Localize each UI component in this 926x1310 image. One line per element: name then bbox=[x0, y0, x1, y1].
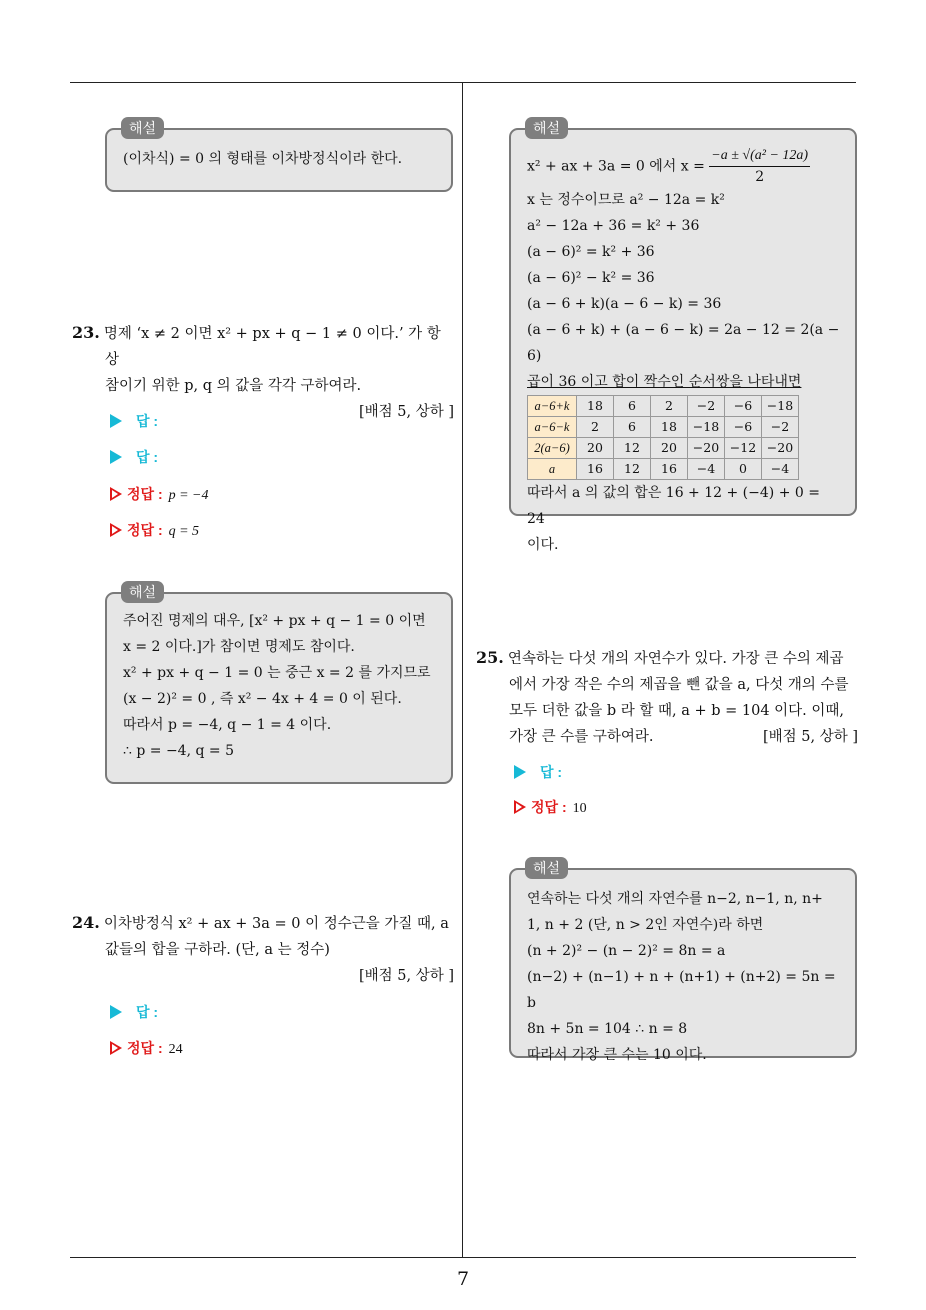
formula-head: x² + ax + 3a = 0 에서 x = bbox=[527, 158, 705, 175]
answer-label: 답 : bbox=[136, 1004, 159, 1020]
table-cell: 20 bbox=[577, 438, 614, 459]
correct-value: 24 bbox=[168, 1042, 183, 1057]
question-number: 24. bbox=[72, 913, 100, 932]
table-cell: 16 bbox=[651, 459, 688, 480]
table-row bbox=[528, 417, 799, 438]
solution-formula bbox=[527, 146, 841, 187]
table-cell: −2 bbox=[688, 396, 725, 417]
solution-tag: 해설 bbox=[121, 117, 164, 139]
question-24 bbox=[72, 910, 454, 989]
table-cell: −4 bbox=[688, 459, 725, 480]
solution-tag: 해설 bbox=[121, 581, 164, 603]
solution-line: 1, n + 2 (단, n > 2인 자연수)라 하면 bbox=[527, 917, 764, 933]
solution-line: (a − 6)² − k² = 36 bbox=[527, 270, 655, 286]
solution-line: 8n + 5n = 104 ∴ n = 8 bbox=[527, 1021, 688, 1037]
correct-label: 정답 : bbox=[127, 522, 163, 538]
solution-line: x² + px + q − 1 = 0 는 중근 x = 2 를 가지므로 bbox=[123, 665, 431, 681]
solution-line: (x − 2)² = 0 , 즉 x² − 4x + 4 = 0 이 된다. bbox=[123, 691, 402, 707]
bottom-rule bbox=[70, 1257, 856, 1258]
outline-play-icon bbox=[110, 523, 122, 537]
table-cell: −6 bbox=[725, 417, 762, 438]
question-text: 연속하는 다섯 개의 자연수가 있다. 가장 큰 수의 제곱 bbox=[507, 651, 844, 667]
table-row bbox=[528, 459, 799, 480]
question-number: 23. bbox=[72, 323, 100, 342]
question-text-4-row bbox=[476, 724, 858, 750]
score-label: [배점 5, 상하 ] bbox=[358, 968, 454, 984]
score-label: [배점 5, 상하 ] bbox=[358, 404, 454, 420]
answer-slot[interactable] bbox=[110, 1002, 158, 1022]
table-cell: 12 bbox=[614, 459, 651, 480]
correct-value: q = 5 bbox=[168, 524, 200, 539]
solution-line: 연속하는 다섯 개의 자연수를 n−2, n−1, n, n+ bbox=[527, 891, 823, 907]
solution-line: 따라서 가장 큰 수는 10 이다. bbox=[527, 1047, 707, 1063]
outline-play-icon bbox=[110, 1041, 122, 1055]
play-icon bbox=[110, 414, 122, 428]
solution-box-23 bbox=[105, 584, 453, 784]
answer-slot[interactable] bbox=[514, 762, 562, 782]
page-number: 7 bbox=[456, 1268, 470, 1290]
table-row-header: a bbox=[528, 459, 577, 480]
answer-slot-1[interactable] bbox=[110, 411, 158, 431]
solution-line: 곱이 36 이고 합이 짝수인 순서쌍을 나타내면 bbox=[527, 374, 802, 390]
solution-tag: 해설 bbox=[525, 857, 568, 879]
table-row-header: a−6+k bbox=[528, 396, 577, 417]
solution-line: 따라서 a 의 값의 합은 16 + 12 + (−4) + 0 = 24 bbox=[527, 485, 820, 527]
correct-answer bbox=[514, 797, 587, 817]
fraction bbox=[709, 146, 810, 187]
question-text-2: 에서 가장 작은 수의 제곱을 뺀 값을 a, 다섯 개의 수를 bbox=[509, 677, 849, 693]
top-rule bbox=[70, 82, 856, 83]
solution-line: (a − 6 + k)(a − 6 − k) = 36 bbox=[527, 296, 722, 312]
table-cell: 20 bbox=[651, 438, 688, 459]
score-label: [배점 5, 상하 ] bbox=[762, 729, 858, 745]
play-icon bbox=[110, 450, 122, 464]
table-row bbox=[528, 438, 799, 459]
solution-line: 이다. bbox=[527, 537, 559, 553]
play-icon bbox=[514, 765, 526, 779]
solution-line: 따라서 p = −4, q − 1 = 4 이다. bbox=[123, 717, 332, 733]
answer-slot-2[interactable] bbox=[110, 447, 158, 467]
solution-box-25 bbox=[509, 860, 857, 1063]
question-text: 명제 ‘x ≠ 2 이면 x² + px + q − 1 ≠ 0 이다.’ 가 항상 bbox=[103, 326, 441, 368]
table-cell: −2 bbox=[762, 417, 799, 438]
table-row-header: 2(a−6) bbox=[528, 438, 577, 459]
correct-label: 정답 : bbox=[531, 799, 567, 815]
fraction-denominator: 2 bbox=[755, 169, 765, 185]
answer-label: 답 : bbox=[540, 764, 563, 780]
solution-box-22 bbox=[105, 120, 453, 192]
answer-label: 답 : bbox=[136, 449, 159, 465]
table-cell: −18 bbox=[762, 396, 799, 417]
outline-play-icon bbox=[514, 800, 526, 814]
answer-label: 답 : bbox=[136, 413, 159, 429]
solution-line: x = 2 이다.]가 참이면 명제도 참이다. bbox=[123, 639, 355, 655]
solution-line: (a − 6)² = k² + 36 bbox=[527, 244, 655, 260]
question-text: 이차방정식 x² + ax + 3a = 0 이 정수근을 가질 때, a bbox=[103, 916, 449, 932]
solution-line: a² − 12a + 36 = k² + 36 bbox=[527, 218, 700, 234]
table-cell: 2 bbox=[577, 417, 614, 438]
question-text-4: 가장 큰 수를 구하여라. bbox=[509, 729, 654, 745]
question-25 bbox=[476, 645, 858, 750]
table-cell: 2 bbox=[651, 396, 688, 417]
table-cell: −12 bbox=[725, 438, 762, 459]
table-cell: 6 bbox=[614, 417, 651, 438]
table-cell: −18 bbox=[688, 417, 725, 438]
solution-line: 주어진 명제의 대우, [x² + px + q − 1 = 0 이면 bbox=[123, 613, 426, 629]
solution-line: x 는 정수이므로 a² − 12a = k² bbox=[527, 192, 725, 208]
solution-line: (n + 2)² − (n − 2)² = 8n = a bbox=[527, 943, 726, 959]
correct-value: 10 bbox=[572, 801, 587, 816]
pairs-table bbox=[527, 395, 799, 480]
solution-line: ∴ p = −4, q = 5 bbox=[123, 743, 234, 759]
table-row bbox=[528, 396, 799, 417]
solution-line: (n−2) + (n−1) + n + (n+1) + (n+2) = 5n = b bbox=[527, 969, 836, 1011]
question-text-2: 값들의 합을 구하라. (단, a 는 정수) bbox=[105, 942, 330, 958]
correct-value: p = −4 bbox=[168, 488, 209, 503]
question-text-2: 참이기 위한 p, q 의 값을 각각 구하여라. bbox=[105, 378, 362, 394]
table-cell: 16 bbox=[577, 459, 614, 480]
play-icon bbox=[110, 1005, 122, 1019]
question-23 bbox=[72, 320, 454, 425]
correct-answer bbox=[110, 1038, 183, 1058]
column-divider bbox=[462, 83, 463, 1257]
correct-answer-1 bbox=[110, 484, 209, 504]
solution-line: (이차식) = 0 의 형태를 이차방정식이라 한다. bbox=[123, 151, 403, 167]
correct-label: 정답 : bbox=[127, 1040, 163, 1056]
table-row-header: a−6−k bbox=[528, 417, 577, 438]
table-cell: −20 bbox=[762, 438, 799, 459]
solution-line: (a − 6 + k) + (a − 6 − k) = 2a − 12 = 2(a − 6) bbox=[527, 322, 840, 364]
question-text-3: 모두 더한 값을 b 라 할 때, a + b = 104 이다. 이때, bbox=[509, 703, 845, 719]
table-cell: −6 bbox=[725, 396, 762, 417]
correct-answer-2 bbox=[110, 520, 199, 540]
table-cell: 18 bbox=[577, 396, 614, 417]
table-cell: −20 bbox=[688, 438, 725, 459]
solution-tag: 해설 bbox=[525, 117, 568, 139]
table-cell: 18 bbox=[651, 417, 688, 438]
correct-label: 정답 : bbox=[127, 486, 163, 502]
fraction-numerator: −a ± √(a² − 12a) bbox=[709, 146, 810, 167]
table-cell: 12 bbox=[614, 438, 651, 459]
table-cell: 6 bbox=[614, 396, 651, 417]
question-number: 25. bbox=[476, 648, 504, 667]
table-cell: −4 bbox=[762, 459, 799, 480]
outline-play-icon bbox=[110, 487, 122, 501]
solution-box-24 bbox=[509, 120, 857, 553]
table-cell: 0 bbox=[725, 459, 762, 480]
